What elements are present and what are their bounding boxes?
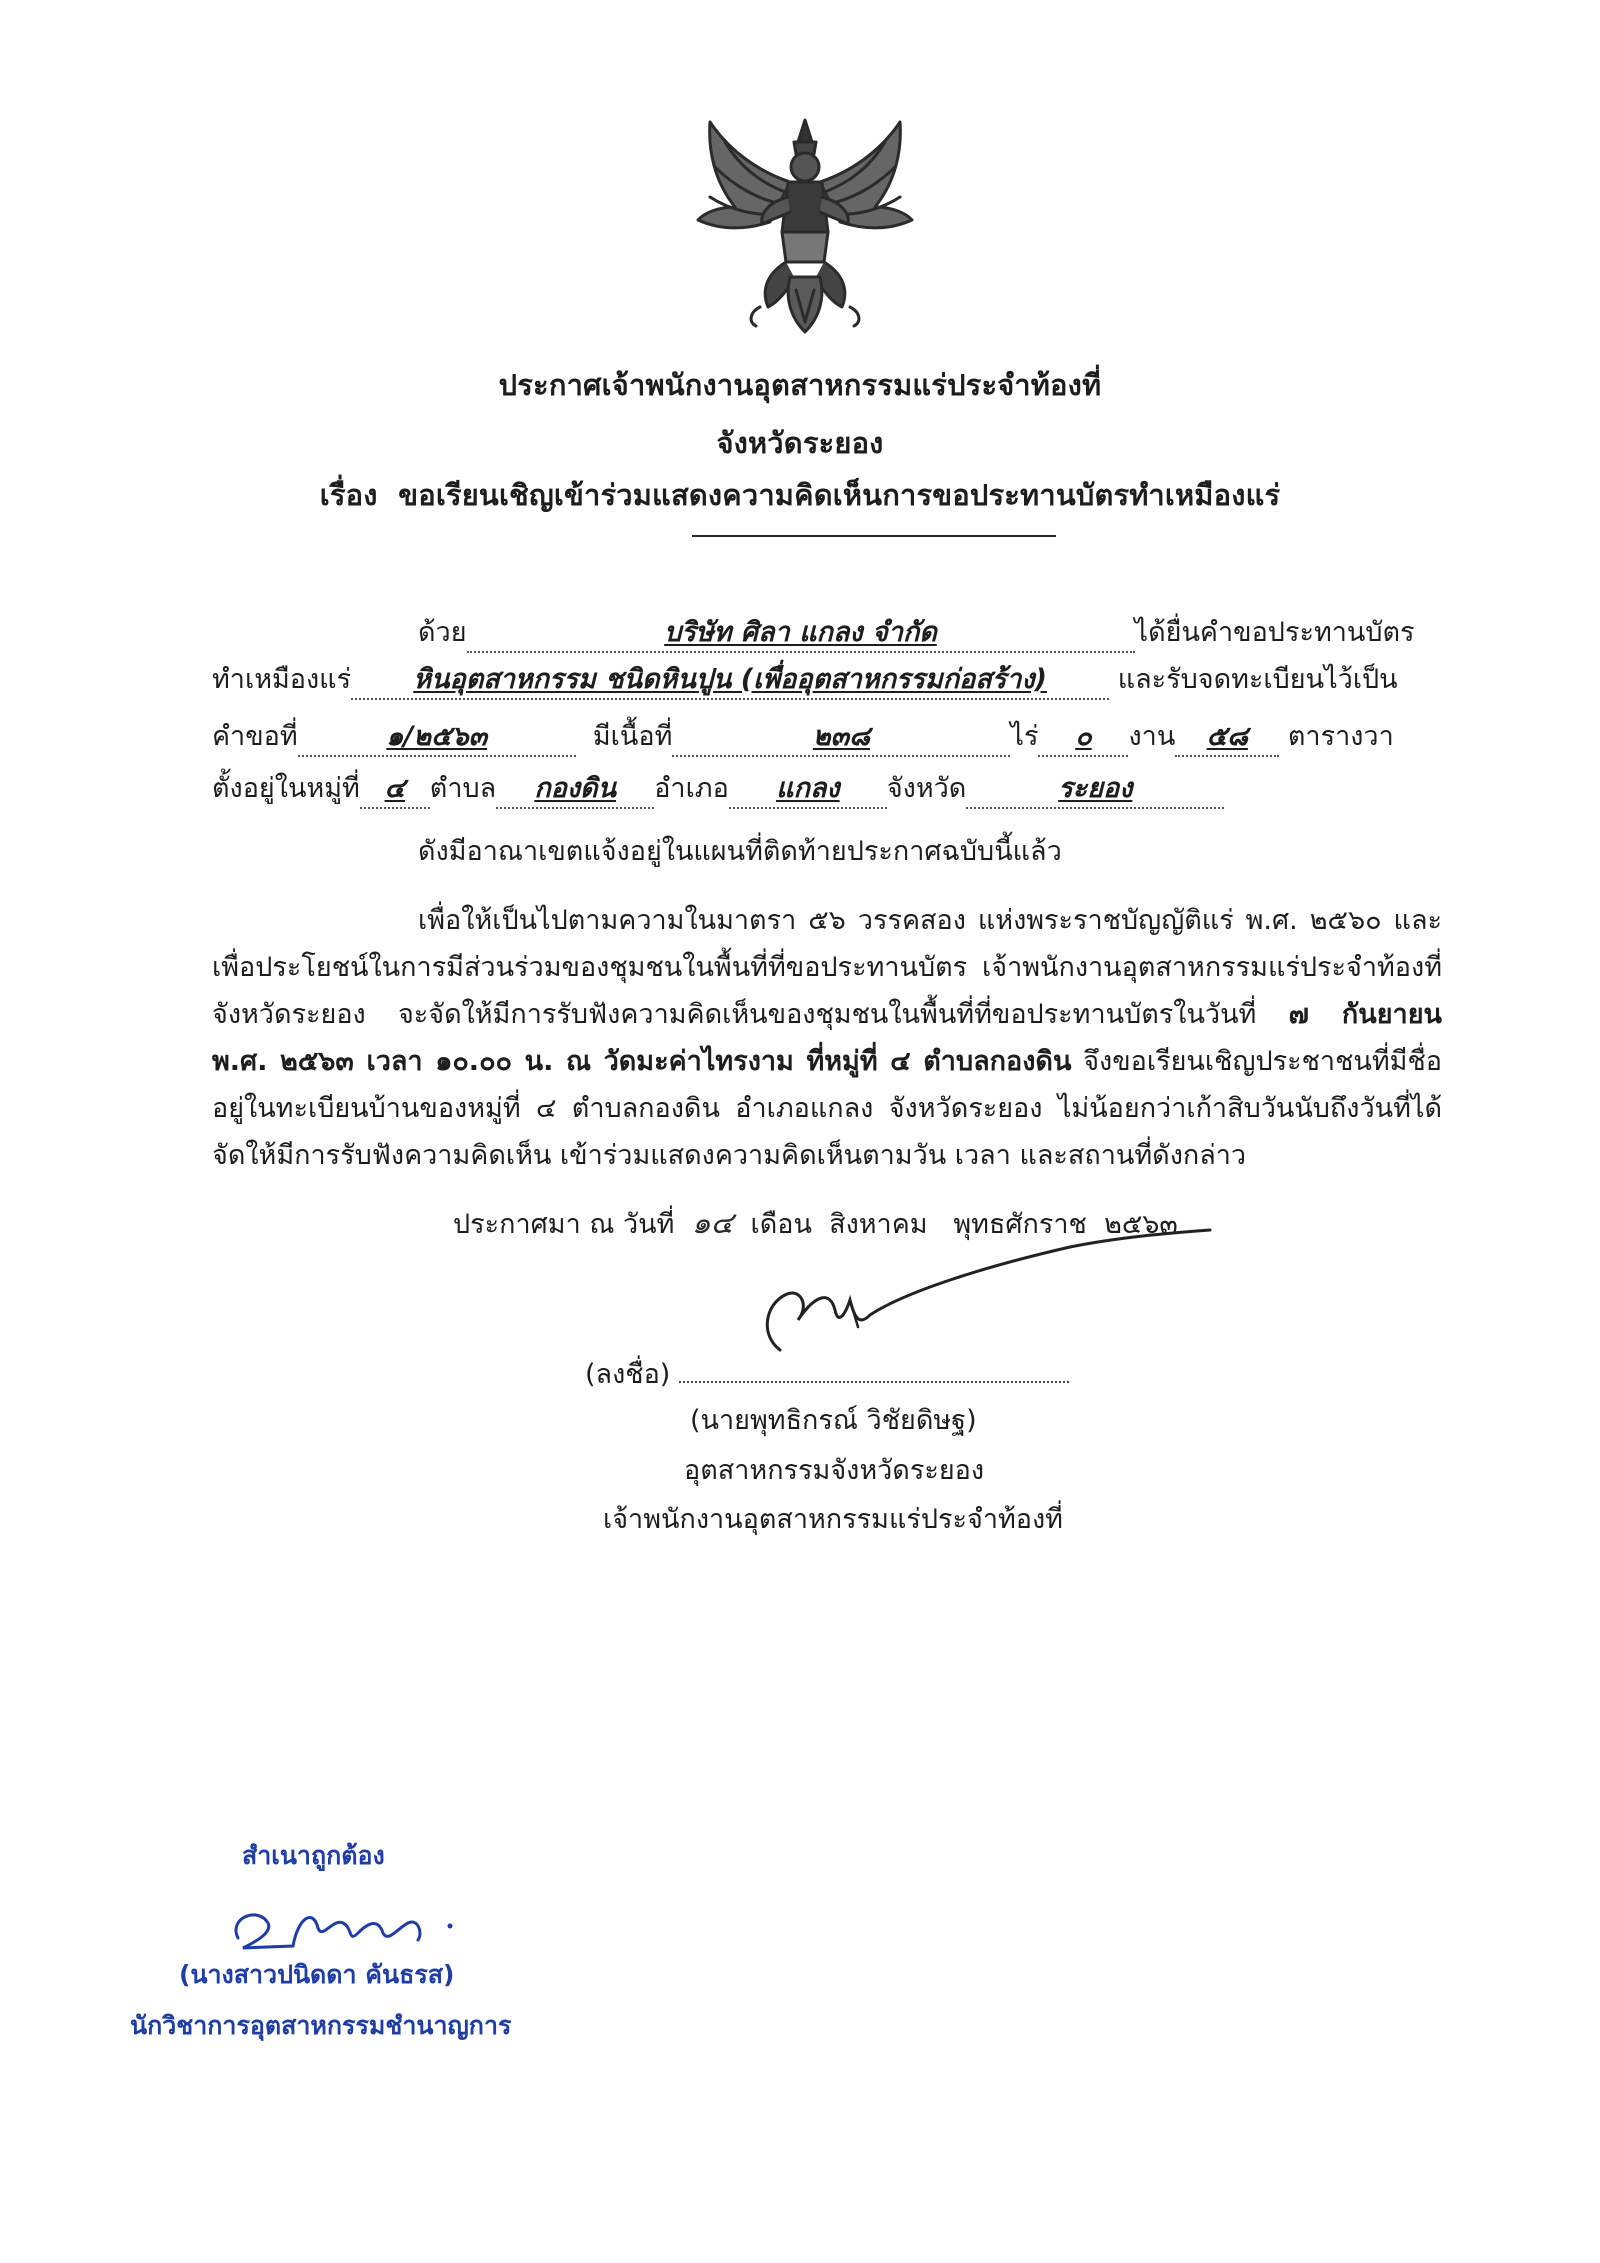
announce-month: สิงหาคม — [829, 1209, 928, 1240]
request-no-label: คำขอที่ — [212, 721, 298, 752]
subject-label: เรื่อง — [319, 478, 378, 512]
submitted-label: ได้ยื่นคำขอประทานบัตร — [1134, 617, 1415, 648]
mine-label: ทำเหมืองแร่ — [212, 664, 352, 695]
paragraph-line-6: จัดให้มีการรับฟังความคิดเห็น เข้าร่วมแสดงความคิดเห็นตามวัน เวลา และสถานที่ดังกล่าว — [212, 1140, 1247, 1171]
paragraph-line-5: อยู่ในทะเบียนบ้านของหมู่ที่ ๔ ตำบลกองดิน อำเภอแกลง จังหวัดระยอง ไม่น้อยกว่าเก้าสิบวันนับถึงวันที่ได้ — [212, 1093, 1442, 1124]
announce-year: ๒๕๖๓ — [1104, 1209, 1178, 1240]
month-label: เดือน — [750, 1209, 812, 1240]
year-label: พุทธศักราช — [953, 1209, 1087, 1240]
ngan-field: ๐ — [1038, 721, 1128, 757]
paragraph-line-2: เพื่อประโยชน์ในการมีส่วนร่วมของชุมชนในพื้นที่ที่ขอประทานบัตร เจ้าพนักงานอุตสาหกรรมแร่ประจำท้องที่ — [212, 952, 1442, 983]
form-line-mineral — [212, 664, 1398, 700]
paragraph-line-1: เพื่อให้เป็นไปตามความในมาตรา ๕๖ วรรคสอง แห่งพระราชบัญญัติแร่ พ.ศ. ๒๕๖๐ และ — [418, 905, 1442, 936]
certified-copy-title: สำเนาถูกต้อง — [242, 1841, 385, 1870]
main-paragraph — [212, 898, 1442, 1180]
signatory-name: (นายพุทธิกรณ์ วิชัยดิษฐ) — [690, 1405, 977, 1436]
by-label: ด้วย — [418, 617, 467, 648]
heading-subject — [0, 472, 1600, 518]
heading-divider — [692, 535, 1056, 537]
certifier-name: (นางสาวปนิดดา คันธรส) — [179, 1960, 455, 1989]
boundary-note: ดังมีอาณาเขตแจ้งอยู่ในแผนที่ติดท้ายประกาศฉบับนี้แล้ว — [418, 836, 1062, 867]
rai-label: ไร่ — [1010, 721, 1039, 752]
tambon-label: ตำบล — [429, 773, 497, 804]
meeting-date: ๗ กันยายน — [1288, 999, 1442, 1030]
sign-dotted-line — [679, 1381, 1069, 1383]
heading-line-1: ประกาศเจ้าพนักงานอุตสาหกรรมแร่ประจำท้องที่ — [498, 368, 1102, 402]
amphoe-field: แกลง — [729, 773, 887, 809]
province-field: ระยอง — [966, 773, 1224, 809]
amphoe-label: อำเภอ — [654, 773, 729, 804]
request-no-field: ๑/๒๕๖๓ — [298, 721, 576, 757]
sign-label: (ลงชื่อ) — [585, 1359, 671, 1390]
mineral-field: หินอุตสาหกรรม ชนิดหินปูน (เพื่ออุตสาหกรรมก่อสร้าง) — [351, 664, 1109, 700]
meeting-time-place: พ.ศ. ๒๕๖๓ เวลา ๑๐.๐๐ น. ณ วัดมะค่าไทรงาม ที่หมู่ที่ ๔ ตำบลกองดิน — [212, 1046, 1072, 1077]
form-line-company — [418, 617, 1415, 653]
sqwa-label: ตารางวา — [1287, 721, 1394, 752]
sqwa-field: ๕๘ — [1175, 721, 1279, 757]
form-line-request — [212, 721, 1394, 757]
village-label: ตั้งอยู่ในหมู่ที่ — [212, 773, 360, 804]
paragraph-line-3 — [212, 992, 1442, 1039]
signatory-position-2: เจ้าพนักงานอุตสาหกรรมแร่ประจำท้องที่ — [603, 1504, 1063, 1535]
announce-prefix: ประกาศมา ณ วันที่ — [453, 1209, 675, 1240]
garuda-emblem-icon — [690, 112, 920, 337]
certifier-signature-icon — [218, 1878, 468, 1958]
registered-label: และรับจดทะเบียนไว้เป็น — [1117, 664, 1398, 695]
paragraph-line-3-plain: จังหวัดระยอง จะจัดให้มีการรับฟังความคิดเห็นของชุมชนในพื้นที่ที่ขอประทานบัตรในวันที่ — [212, 999, 1257, 1030]
province-label: จังหวัด — [886, 773, 967, 804]
company-field: บริษัท ศิลา แกลง จำกัด — [467, 617, 1135, 653]
rai-field: ๒๓๘ — [672, 721, 1010, 757]
form-line-location — [212, 773, 1224, 809]
area-label: มีเนื้อที่ — [592, 721, 673, 752]
paragraph-line-4 — [212, 1039, 1442, 1086]
signatory-position-1: อุตสาหกรรมจังหวัดระยอง — [684, 1455, 985, 1486]
heading-line-2: จังหวัดระยอง — [716, 426, 884, 460]
announce-day: ๑๔ — [691, 1206, 734, 1241]
sign-line — [585, 1352, 1069, 1395]
village-field: ๔ — [360, 773, 430, 809]
subject-text: ขอเรียนเชิญเข้าร่วมแสดงความคิดเห็นการขอประทานบัตรทำเหมืองแร่ — [398, 478, 1281, 512]
paragraph-line-4-plain: จึงขอเรียนเชิญประชาชนที่มีชื่อ — [1083, 1046, 1442, 1077]
tambon-field: กองดิน — [496, 773, 654, 809]
ngan-label: งาน — [1128, 721, 1176, 752]
certifier-position: นักวิชาการอุตสาหกรรมชำนาญการ — [130, 2011, 512, 2040]
